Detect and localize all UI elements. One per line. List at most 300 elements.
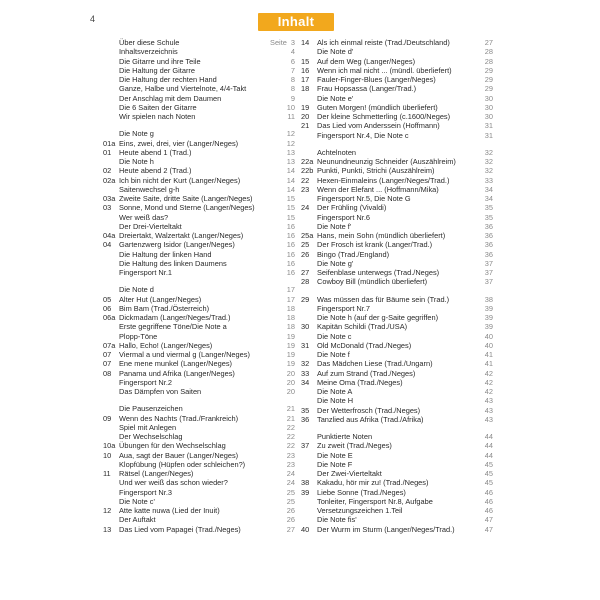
toc-entry[interactable] [103, 268, 303, 277]
toc-entry[interactable] [103, 423, 303, 432]
entry-title: Panama und Afrika (Langer/Neges) [119, 368, 235, 378]
toc-entry[interactable] [103, 414, 303, 423]
page-ref: 37 [484, 268, 493, 277]
track-number: 25 [301, 240, 310, 250]
page-ref: 16 [286, 268, 295, 277]
toc-entry[interactable] [301, 112, 501, 121]
entry-title: Als ich einmal reiste (Trad./Deutschland) [317, 38, 450, 47]
entry-title: Der Frühling (Vivaldi) [317, 203, 387, 213]
page-ref: 37 [484, 277, 493, 287]
toc-entry[interactable] [103, 176, 303, 185]
page-ref: 29 [484, 84, 493, 94]
toc-entry[interactable] [301, 166, 501, 175]
toc-entry[interactable] [103, 57, 303, 66]
toc-entry[interactable] [103, 157, 303, 166]
toc-entry[interactable] [301, 313, 501, 322]
toc-entry[interactable] [301, 295, 501, 304]
page-ref: 43 [484, 396, 493, 406]
page-ref: 45 [484, 478, 493, 488]
toc-entry[interactable] [301, 460, 501, 469]
entry-title: Das Lied vom Papagei (Trad./Neges) [119, 524, 241, 534]
toc-entry[interactable] [301, 259, 501, 268]
toc-entry[interactable] [301, 497, 501, 506]
toc-entry[interactable] [103, 259, 303, 268]
page-ref: 42 [484, 368, 493, 378]
toc-entry[interactable] [301, 359, 501, 368]
entry-title: Achtelnoten [317, 147, 357, 157]
toc-entry[interactable] [103, 478, 303, 487]
page-ref: 16 [286, 221, 295, 231]
entry-title: Fingersport Nr.1 [119, 268, 172, 277]
track-number: 03 [103, 203, 112, 213]
track-number: 20 [301, 112, 310, 121]
toc-entry[interactable] [103, 451, 303, 460]
toc-entry[interactable] [301, 185, 501, 194]
page-ref-value: 3 [290, 38, 295, 47]
entry-title: Bingo (Trad./England) [317, 249, 390, 259]
entry-title: Kapitän Schildi (Trad./USA) [317, 322, 408, 332]
track-number: 40 [301, 524, 310, 534]
entry-title: Die Haltung des linken Daumens [119, 258, 227, 268]
page-ref: 43 [484, 414, 493, 424]
entry-title: Wenn ich mal nicht ... (mündl. überliefert) [317, 65, 452, 75]
toc-entry[interactable] [301, 341, 501, 350]
entry-title: Aua, sagt der Bauer (Langer/Neges) [119, 450, 239, 460]
toc-entry[interactable] [301, 506, 501, 515]
page-ref: 46 [484, 506, 493, 515]
track-number: 18 [301, 84, 310, 94]
toc-entry[interactable] [301, 121, 501, 130]
page-ref: 30 [484, 93, 493, 103]
toc-entry[interactable] [103, 441, 303, 450]
toc-entry[interactable] [301, 304, 501, 313]
page-ref: 17 [286, 285, 295, 295]
toc-entry[interactable] [103, 350, 303, 359]
toc-entry[interactable] [103, 139, 303, 148]
entry-title: Fingersport Nr.4, Die Note c [317, 130, 409, 140]
page-ref: 47 [484, 524, 493, 534]
entry-title: Wer weiß das? [119, 212, 169, 222]
track-number: 12 [103, 506, 112, 515]
entry-title: Über diese Schule [119, 38, 180, 47]
toc-entry[interactable] [301, 451, 501, 460]
toc-entry[interactable] [103, 341, 303, 350]
entry-title: Die Note d [119, 285, 154, 295]
toc-entry[interactable] [103, 285, 303, 294]
page-ref: 44 [484, 432, 493, 441]
toc-entry[interactable] [301, 222, 501, 231]
track-number: 37 [301, 441, 310, 451]
page-ref: 23 [286, 459, 295, 469]
track-number: 36 [301, 414, 310, 424]
entry-title: Die Note g' [317, 258, 354, 268]
track-number: 29 [301, 294, 310, 304]
entry-title: Rätsel (Langer/Neges) [119, 469, 194, 478]
page-ref: 32 [484, 166, 493, 176]
toc-entry[interactable] [103, 166, 303, 175]
toc-entry[interactable] [103, 240, 303, 249]
toc-entry[interactable] [301, 525, 501, 534]
toc-entry[interactable] [301, 378, 501, 387]
page-ref: 8 [290, 84, 295, 94]
toc-entry[interactable] [103, 148, 303, 157]
entry-title: Dreiertakt, Walzertakt (Langer/Neges) [119, 231, 244, 240]
toc-entry[interactable] [301, 415, 501, 424]
track-number: 33 [301, 368, 310, 378]
toc-entry[interactable] [103, 222, 303, 231]
toc-entry[interactable] [301, 332, 501, 341]
page-title: Inhalt [258, 13, 334, 31]
section-spacer [103, 396, 303, 404]
page-ref: 12 [286, 129, 295, 139]
page-ref: 27 [286, 524, 295, 534]
toc-entry[interactable] [301, 84, 501, 93]
page-ref: 31 [484, 130, 493, 140]
page-ref: 44 [484, 450, 493, 460]
track-number: 14 [301, 38, 310, 47]
page-ref: 16 [286, 249, 295, 259]
entry-title: Tanzlied aus Afrika (Trad./Afrika) [317, 414, 424, 424]
page-ref: 40 [484, 340, 493, 350]
entry-title: Fingersport Nr.2 [119, 377, 172, 387]
toc-entry[interactable] [103, 38, 303, 47]
page-ref: 26 [286, 515, 295, 525]
page-ref: 14 [286, 175, 295, 185]
track-number: 08 [103, 368, 112, 378]
track-number: 19 [301, 102, 310, 112]
page-ref: 19 [286, 359, 295, 369]
entry-title: Heute abend 1 (Trad.) [119, 147, 192, 157]
toc-entry[interactable] [103, 295, 303, 304]
toc-entry[interactable] [301, 268, 501, 277]
toc-entry[interactable] [301, 478, 501, 487]
entry-title: Zweite Saite, dritte Saite (Langer/Neges) [119, 194, 253, 203]
toc-entry[interactable] [103, 460, 303, 469]
toc-entry[interactable] [301, 277, 501, 286]
entry-title: Guten Morgen! (mündlich überliefert) [317, 102, 438, 112]
toc-entry[interactable] [103, 378, 303, 387]
toc-entry[interactable] [301, 194, 501, 203]
toc-entry[interactable] [103, 304, 303, 313]
page-ref: 44 [484, 441, 493, 451]
entry-title: Ene mene munkel (Langer/Neges) [119, 359, 232, 369]
page-ref: 14 [286, 166, 295, 176]
entry-title: Atte katte nuwa (Lied der Inuit) [119, 506, 220, 515]
toc-entry[interactable] [301, 94, 501, 103]
entry-title: Die Note c' [119, 496, 155, 506]
entry-title: Fingersport Nr.6 [317, 212, 370, 222]
track-number: 04 [103, 240, 112, 250]
entry-title: Die Note c [317, 331, 352, 341]
page-ref: 22 [286, 432, 295, 441]
page-ref: 29 [484, 75, 493, 84]
page-ref: 21 [286, 413, 295, 423]
track-number: 16 [301, 65, 310, 75]
toc-entry[interactable] [301, 38, 501, 47]
track-number: 22a [301, 157, 314, 166]
track-number: 22 [301, 175, 310, 185]
track-number: 02a [103, 175, 116, 185]
page-ref: 15 [286, 203, 295, 213]
toc-entry[interactable] [301, 157, 501, 166]
toc-left-column [103, 38, 303, 534]
track-number: 39 [301, 487, 310, 497]
toc-entry[interactable] [103, 75, 303, 84]
toc-entry[interactable] [301, 406, 501, 415]
toc-entry[interactable] [103, 213, 303, 222]
page-ref: 30 [484, 112, 493, 121]
page-ref: 16 [286, 258, 295, 268]
toc-entry[interactable] [103, 47, 303, 56]
page-ref: 25 [286, 496, 295, 506]
entry-title: Punktierte Noten [317, 432, 373, 441]
toc-entry[interactable] [301, 240, 501, 249]
page-ref: 19 [286, 340, 295, 350]
entry-title: Der Frosch ist krank (Langer/Trad.) [317, 240, 433, 250]
toc-entry[interactable] [103, 497, 303, 506]
page-ref: 11 [287, 112, 295, 121]
entry-title: Liebe Sonne (Trad./Neges) [317, 487, 406, 497]
section-spacer [301, 140, 501, 148]
track-number: 31 [301, 340, 310, 350]
page-ref: 7 [290, 65, 295, 75]
entry-title: Was müssen das für Bäume sein (Trad.) [317, 294, 450, 304]
entry-title: Der kleine Schmetterling (c.1600/Neges) [317, 112, 451, 121]
track-number: 26 [301, 249, 310, 259]
entry-title: Der Zwei-Vierteltakt [317, 469, 382, 478]
track-number: 24 [301, 203, 310, 213]
track-number: 05 [103, 294, 112, 304]
page-ref: 22 [286, 441, 295, 451]
toc-entry[interactable] [301, 387, 501, 396]
toc-entry[interactable] [103, 369, 303, 378]
toc-entry[interactable] [103, 112, 303, 121]
track-number: 21 [301, 121, 310, 131]
toc-right-column [301, 38, 501, 534]
track-number: 02 [103, 166, 112, 176]
track-number: 07 [103, 350, 112, 359]
entry-title: Inhaltsverzeichnis [119, 47, 178, 57]
track-number: 27 [301, 268, 310, 277]
entry-title: Meine Oma (Trad./Neges) [317, 377, 403, 387]
entry-title: Spiel mit Anlegen [119, 422, 177, 432]
toc-entry[interactable] [301, 432, 501, 441]
entry-title: Fingersport Nr.3 [119, 487, 172, 497]
entry-title: Das Mädchen Liese (Trad./Ungarn) [317, 359, 433, 369]
toc-entry[interactable] [103, 185, 303, 194]
entry-title: Eins, zwei, drei, vier (Langer/Neges) [119, 138, 239, 148]
entry-title: Fauler-Finger-Blues (Langer/Neges) [317, 75, 436, 84]
toc-entry[interactable] [301, 176, 501, 185]
toc-entry[interactable] [301, 131, 501, 140]
page-ref: 28 [484, 56, 493, 66]
toc-entry[interactable] [103, 387, 303, 396]
toc-entry[interactable] [103, 129, 303, 138]
track-number: 07a [103, 340, 116, 350]
toc-entry[interactable] [103, 231, 303, 240]
entry-title: Die Note h (auf der g-Saite gegriffen) [317, 313, 439, 322]
page-ref: 8 [290, 75, 295, 84]
toc-entry[interactable] [301, 350, 501, 359]
entry-title: Ganze, Halbe und Viertelnote, 4/4-Takt [119, 84, 247, 94]
page-ref: 21 [286, 404, 295, 414]
entry-title: Der Anschlag mit dem Daumen [119, 93, 222, 103]
toc-entry[interactable] [301, 488, 501, 497]
toc-entry[interactable] [103, 103, 303, 112]
page-number: 4 [90, 14, 96, 24]
entry-title: Die Note d' [317, 47, 354, 57]
page-ref: 39 [484, 313, 493, 322]
entry-title: Die Haltung der Gitarre [119, 65, 195, 75]
page-ref: 25 [286, 487, 295, 497]
track-number: 01 [103, 147, 112, 157]
track-number: 25a [301, 231, 314, 240]
toc-entry[interactable] [103, 250, 303, 259]
track-number: 32 [301, 359, 310, 369]
entry-title: Die Note H [317, 396, 354, 406]
page-ref: 38 [484, 294, 493, 304]
page-ref: 17 [286, 294, 295, 304]
entry-title: Versetzungszeichen 1.Teil [317, 506, 403, 515]
entry-title: Viermal a und viermal g (Langer/Neges) [119, 350, 250, 359]
entry-title: Wenn der Elefant ... (Hoffmann/Mika) [317, 184, 439, 194]
entry-title: Der Wechselschlag [119, 432, 183, 441]
seite-label: Seite [270, 38, 287, 47]
page-ref: 29 [484, 65, 493, 75]
toc-entry[interactable] [103, 322, 303, 331]
track-number: 17 [301, 75, 310, 84]
entry-title: Neunundneunzig Schneider (Auszählreim) [317, 157, 456, 166]
entry-title: Zu zweit (Trad./Neges) [317, 441, 392, 451]
page-ref: 36 [484, 231, 493, 240]
page-ref: 13 [286, 147, 295, 157]
toc-entry[interactable] [301, 213, 501, 222]
toc-entry[interactable] [103, 432, 303, 441]
track-number: 10a [103, 441, 116, 451]
page-ref: 41 [484, 359, 493, 369]
entry-title: Die Note fis' [317, 515, 357, 525]
toc-entry[interactable] [103, 194, 303, 203]
entry-title: Der Drei-Vierteltakt [119, 221, 182, 231]
entry-title: Die Note A [317, 387, 353, 396]
toc-entry[interactable] [103, 506, 303, 515]
toc-entry[interactable] [301, 250, 501, 259]
toc-entry[interactable] [301, 103, 501, 112]
toc-entry[interactable] [103, 469, 303, 478]
page-ref: 37 [484, 258, 493, 268]
entry-title: Auf dem Weg (Langer/Neges) [317, 56, 416, 66]
toc-entry[interactable] [301, 322, 501, 331]
page-ref: 46 [484, 496, 493, 506]
page-ref: 32 [484, 157, 493, 166]
page-ref: 20 [286, 377, 295, 387]
entry-title: Tonleiter, Fingersport Nr.8, Aufgabe [317, 496, 433, 506]
toc-entry[interactable] [103, 203, 303, 212]
page-ref: 18 [286, 313, 295, 322]
track-number: 38 [301, 478, 310, 488]
page-ref: 43 [484, 405, 493, 415]
toc-entry[interactable] [301, 47, 501, 56]
track-number: 04a [103, 231, 116, 240]
toc-entry[interactable] [301, 231, 501, 240]
toc-entry[interactable] [301, 396, 501, 405]
page-ref: 39 [484, 303, 493, 313]
entry-title: Fingersport Nr.7 [317, 303, 370, 313]
track-number: 28 [301, 277, 310, 287]
toc-entry[interactable] [301, 57, 501, 66]
entry-title: Plopp-Töne [119, 331, 158, 341]
entry-title: Die Note g [119, 129, 154, 139]
toc-entry[interactable] [103, 404, 303, 413]
entry-title: Die Note E [317, 450, 353, 460]
page-ref: 16 [286, 231, 295, 240]
page-ref: 6 [290, 56, 295, 66]
page-ref: 34 [484, 194, 493, 203]
track-number: 30 [301, 322, 310, 332]
page-ref: 15 [286, 194, 295, 203]
page-ref: 30 [484, 102, 493, 112]
toc-entry[interactable] [301, 148, 501, 157]
page-ref: 36 [484, 249, 493, 259]
toc-entry[interactable] [103, 488, 303, 497]
entry-title: Die Haltung der rechten Hand [119, 75, 217, 84]
page-ref: 10 [286, 102, 295, 112]
toc-entry[interactable] [103, 525, 303, 534]
entry-title: Seifenblase unterwegs (Trad./Neges) [317, 268, 440, 277]
toc-entry[interactable] [103, 313, 303, 322]
entry-title: Cowboy Bill (mündlich überliefert) [317, 277, 428, 287]
toc-entry[interactable] [301, 469, 501, 478]
entry-title: Bim Bam (Trad./Österreich) [119, 303, 210, 313]
entry-title: Die Gitarre und ihre Teile [119, 56, 201, 66]
toc-entry[interactable] [103, 332, 303, 341]
entry-title: Old McDonald (Trad./Neges) [317, 340, 412, 350]
toc-entry[interactable] [301, 515, 501, 524]
entry-title: Heute abend 2 (Trad.) [119, 166, 192, 176]
entry-title: Erste gegriffene Töne/Die Note a [119, 322, 227, 332]
page-ref: 35 [484, 203, 493, 213]
page-ref: 45 [484, 459, 493, 469]
track-number: 34 [301, 377, 310, 387]
entry-title: Das Dämpfen von Saiten [119, 387, 202, 396]
entry-title: Die Note f' [317, 221, 352, 231]
entry-title: Die Note h [119, 157, 154, 166]
toc-entry[interactable] [103, 359, 303, 368]
page-ref: 26 [286, 506, 295, 515]
page-ref: 42 [484, 377, 493, 387]
track-number: 11 [103, 469, 111, 478]
page-ref [270, 38, 295, 47]
track-number: 06a [103, 313, 116, 322]
toc-entry[interactable] [103, 66, 303, 75]
toc-entry[interactable] [301, 203, 501, 212]
entry-title: Übungen für den Wechselschlag [119, 441, 226, 451]
page-ref: 45 [484, 469, 493, 478]
toc-entry[interactable] [301, 369, 501, 378]
toc-entry[interactable] [301, 441, 501, 450]
entry-title: Die Haltung der linken Hand [119, 249, 212, 259]
toc-entry[interactable] [103, 515, 303, 524]
page-ref: 46 [484, 487, 493, 497]
toc-entry[interactable] [301, 75, 501, 84]
page-ref: 33 [484, 175, 493, 185]
toc-entry[interactable] [103, 84, 303, 93]
toc-entry[interactable] [103, 94, 303, 103]
entry-title: Die Note e' [317, 93, 354, 103]
page-ref: 4 [290, 47, 295, 57]
toc-entry[interactable] [301, 66, 501, 75]
entry-title: Frau Hopsassa (Langer/Trad.) [317, 84, 417, 94]
